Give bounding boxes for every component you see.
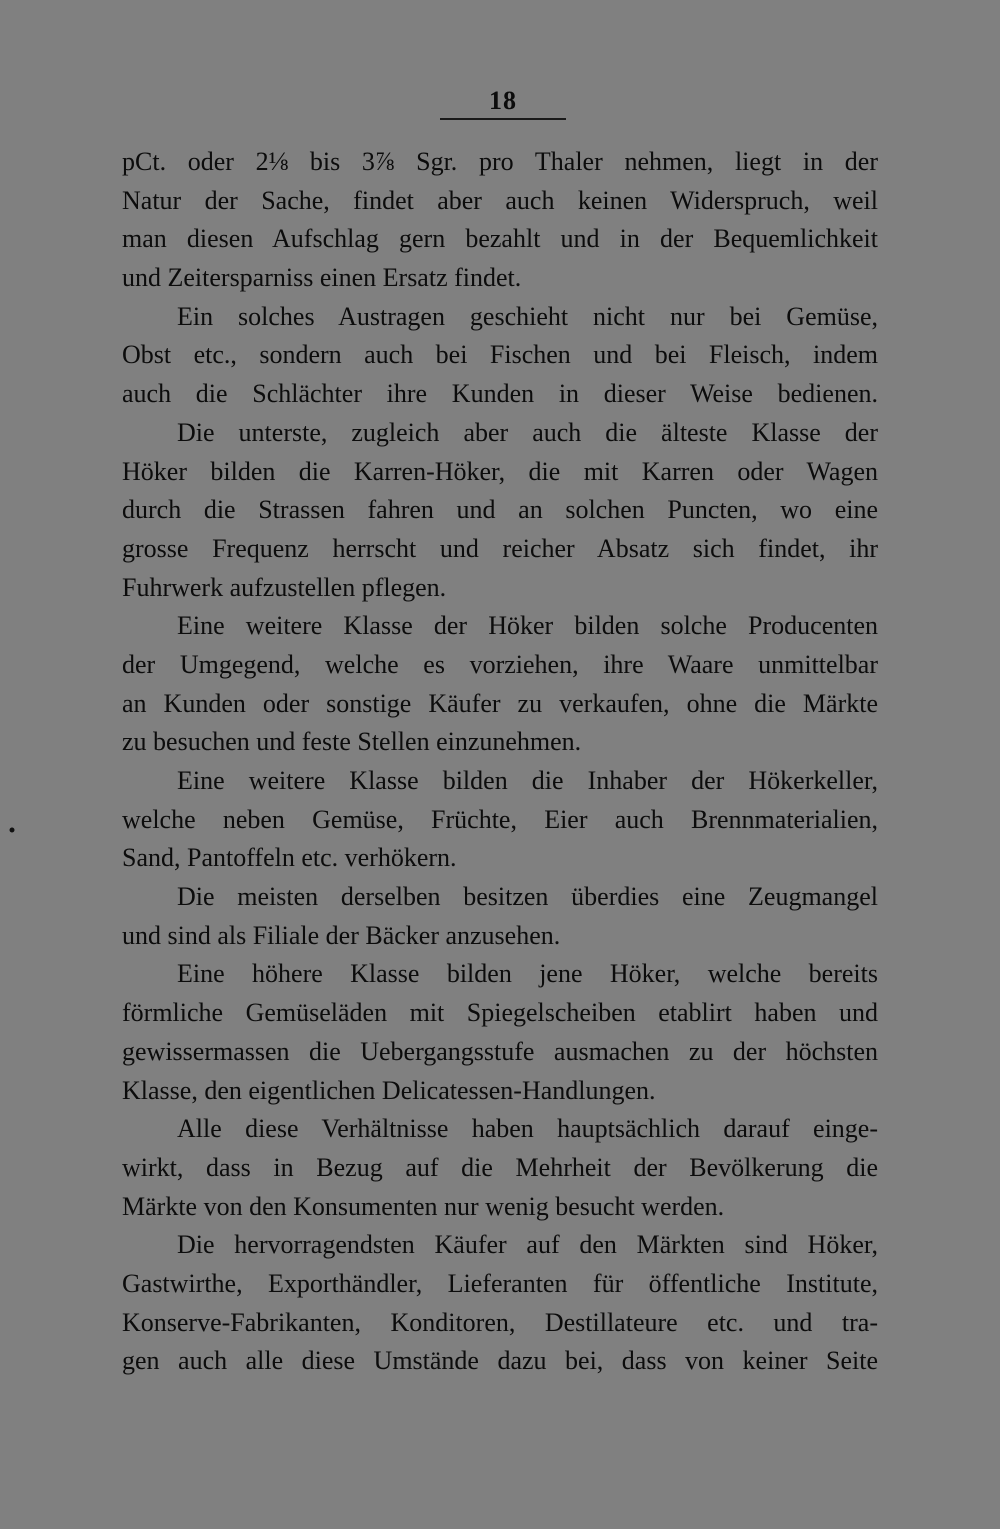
text-line: wirkt, dass in Bezug auf die Mehrheit der Bevölkerung die — [122, 1152, 878, 1182]
text-line: Die unterste, zugleich aber auch die älteste Klasse der — [177, 417, 878, 447]
text-line: und Zeitersparniss einen Ersatz findet. — [122, 263, 522, 293]
page-header — [440, 86, 566, 120]
text-line: pCt. oder 2⅛ bis 3⅞ Sgr. pro Thaler nehmen, liegt in der — [122, 147, 878, 176]
text-line: Eine weitere Klasse bilden die Inhaber der Hökerkeller, — [177, 766, 878, 795]
scan-speck — [10, 828, 15, 833]
text-line: Gastwirthe, Exporthändler, Lieferanten für öffentliche Institute, — [122, 1268, 878, 1298]
text-line: zu besuchen und feste Stellen einzunehmen. — [122, 727, 582, 757]
text-line: der Umgegend, welche es vorziehen, ihre Waare unmittelbar — [122, 649, 878, 679]
text-line: Die hervorragendsten Käufer auf den Märkten sind Höker, — [177, 1230, 878, 1260]
text-line: Eine weitere Klasse der Höker bilden solche Producenten — [177, 611, 878, 641]
header-rule — [440, 118, 566, 120]
text-line: Konserve-Fabrikanten, Konditoren, Destillateure etc. und tra- — [122, 1307, 878, 1337]
text-line: Klasse, den eigentlichen Delicatessen-Handlungen. — [122, 1075, 656, 1105]
text-line: man diesen Aufschlag gern bezahlt und in der Bequemlichkeit — [122, 224, 878, 254]
text-line: Obst etc., sondern auch bei Fischen und bei Fleisch, indem — [122, 340, 878, 370]
page-number: 18 — [489, 86, 517, 115]
text-line: grosse Frequenz herrscht und reicher Absatz sich findet, ihr — [122, 533, 878, 563]
text-line: gewissermassen die Uebergangsstufe ausmachen zu der höchsten — [122, 1036, 878, 1066]
text-line: förmliche Gemüseläden mit Spiegelscheiben etablirt haben und — [122, 998, 878, 1028]
text-line: Ein solches Austragen geschieht nicht nur bei Gemüse, — [177, 301, 878, 331]
text-line: Sand, Pantoffeln etc. verhökern. — [122, 843, 457, 873]
text-line: Eine höhere Klasse bilden jene Höker, welche bereits — [177, 959, 878, 989]
text-line: und sind als Filiale der Bäcker anzusehen. — [122, 920, 561, 950]
text-line: welche neben Gemüse, Früchte, Eier auch Brennmaterialien, — [122, 804, 878, 834]
text-line: Märkte von den Konsumenten nur wenig besucht werden. — [122, 1191, 725, 1221]
text-line: gen auch alle diese Umstände dazu bei, dass von keiner Seite — [122, 1346, 878, 1376]
text-line: Die meisten derselben besitzen überdies eine Zeugmangel — [177, 882, 878, 912]
text-line: Fuhrwerk aufzustellen pflegen. — [122, 572, 447, 602]
body-text — [122, 143, 878, 1381]
text-line: durch die Strassen fahren und an solchen Puncten, wo eine — [122, 495, 878, 525]
text-line: auch die Schlächter ihre Kunden in dieser Weise bedienen. — [122, 379, 878, 409]
text-line: Natur der Sache, findet aber auch keinen Widerspruch, weil — [122, 185, 878, 215]
text-line: an Kunden oder sonstige Käufer zu verkaufen, ohne die Märkte — [122, 688, 878, 718]
text-line: Alle diese Verhältnisse haben hauptsächlich darauf einge- — [177, 1114, 878, 1144]
text-line: Höker bilden die Karren-Höker, die mit Karren oder Wagen — [122, 456, 878, 486]
